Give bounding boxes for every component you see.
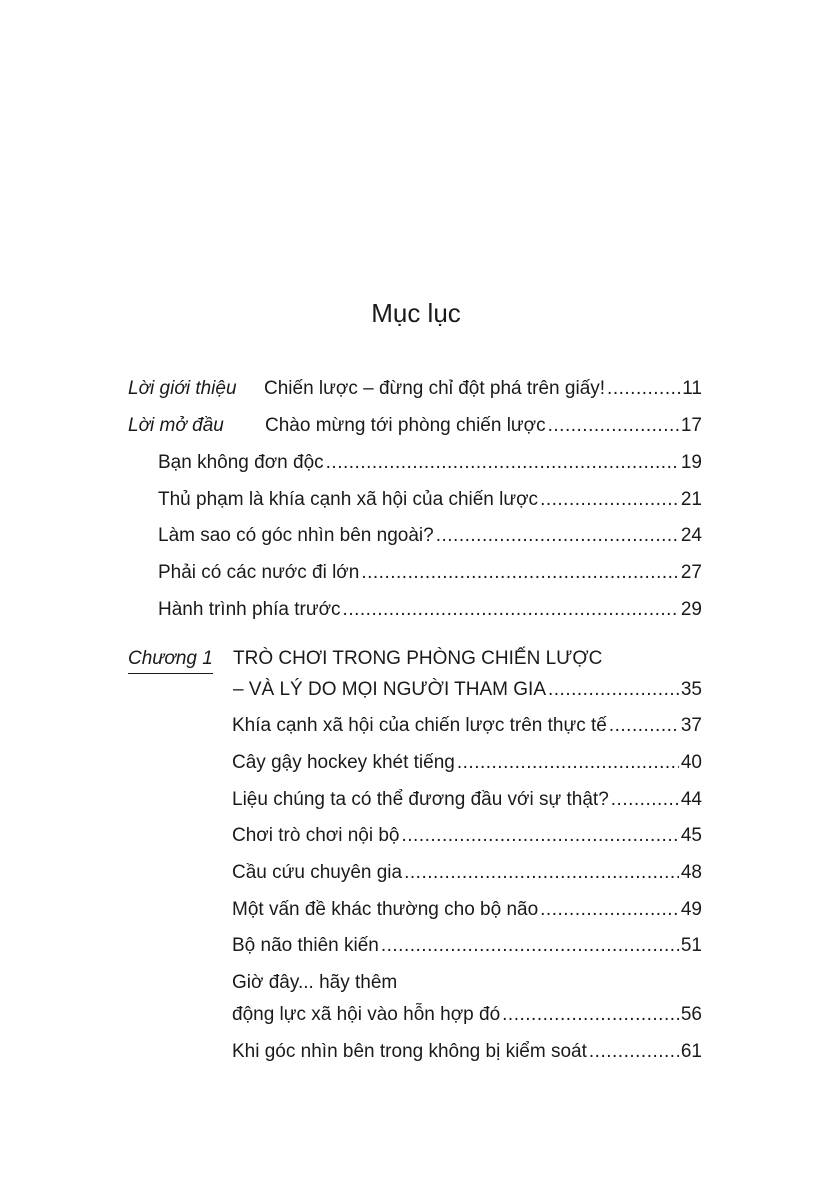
toc-entry-page: 51: [680, 935, 702, 956]
page-title: Mục lục: [371, 298, 461, 328]
toc-entry[interactable]: [158, 598, 702, 622]
toc-entry[interactable]: [158, 488, 702, 512]
toc-entry-title: Làm sao có góc nhìn bên ngoài?: [158, 525, 434, 546]
dot-leader: [404, 861, 679, 885]
toc-entry-page: 48: [680, 862, 702, 883]
toc-entry[interactable]: [158, 561, 702, 585]
toc-entry-title: Bộ não thiên kiến: [232, 935, 379, 956]
toc-entry-title: Chào mừng tới phòng chiến lược: [265, 415, 546, 436]
toc-entry-page: 21: [680, 489, 702, 510]
dot-leader: [609, 714, 679, 738]
dot-leader: [436, 524, 679, 548]
dot-leader: [540, 898, 679, 922]
toc-entry-title: Khía cạnh xã hội của chiến lược trên thực tế: [232, 715, 607, 736]
toc-label-preface: Lời mở đầu: [128, 415, 224, 436]
dot-leader: [611, 788, 679, 812]
toc-entry[interactable]: [233, 678, 702, 702]
toc-entry[interactable]: [232, 714, 702, 738]
toc-entry-title: Liệu chúng ta có thể đương đầu với sự thật?: [232, 789, 609, 810]
toc-entry-page: 11: [682, 378, 702, 399]
toc-entry[interactable]: [158, 451, 702, 475]
dot-leader: [607, 377, 680, 401]
toc-entry-title: Chơi trò chơi nội bộ: [232, 825, 400, 846]
dot-leader: [457, 751, 679, 775]
toc-entry-title-line1[interactable]: Giờ đây... hãy thêm: [232, 972, 398, 993]
dot-leader: [540, 488, 679, 512]
toc-entry-page: 45: [680, 825, 702, 846]
toc-entry-page: 56: [680, 1004, 702, 1025]
toc-entry-page: 49: [680, 899, 702, 920]
dot-leader: [361, 561, 679, 585]
dot-leader: [343, 598, 679, 622]
toc-entry-page: 19: [680, 452, 702, 473]
toc-entry-page: 44: [680, 789, 702, 810]
toc-entry[interactable]: [232, 1003, 702, 1027]
toc-entry-title: Thủ phạm là khía cạnh xã hội của chiến lược: [158, 489, 539, 510]
toc-entry[interactable]: [158, 524, 702, 548]
toc-entry[interactable]: [265, 414, 702, 438]
toc-entry-title: Bạn không đơn độc: [158, 452, 324, 473]
dot-leader: [326, 451, 679, 475]
toc-entry-page: 27: [680, 562, 702, 583]
toc-entry-page: 37: [680, 715, 702, 736]
toc-entry-page: 17: [680, 415, 702, 436]
toc-entry[interactable]: [264, 377, 702, 401]
toc-entry-page: 61: [680, 1041, 702, 1062]
toc-entry-title: Cầu cứu chuyên gia: [232, 862, 403, 883]
toc-entry[interactable]: [232, 751, 702, 775]
toc-entry-title: Chiến lược – đừng chỉ đột phá trên giấy!: [264, 378, 606, 399]
toc-entry-title: Phải có các nước đi lớn: [158, 562, 360, 583]
chapter-title-line1[interactable]: TRÒ CHƠI TRONG PHÒNG CHIẾN LƯỢC: [233, 648, 603, 669]
dot-leader: [548, 678, 679, 702]
toc-entry-page: 29: [680, 599, 702, 620]
dot-leader: [502, 1003, 679, 1027]
toc-entry[interactable]: [232, 788, 702, 812]
dot-leader: [381, 934, 679, 958]
dot-leader: [589, 1040, 679, 1064]
toc-label-intro: Lời giới thiệu: [128, 378, 237, 399]
toc-entry-title: Khi góc nhìn bên trong không bị kiểm soát: [232, 1041, 587, 1062]
chapter-underline: [128, 673, 213, 674]
dot-leader: [548, 414, 679, 438]
toc-entry[interactable]: [232, 1040, 702, 1064]
toc-entry-title: Một vấn đề khác thường cho bộ não: [232, 899, 539, 920]
toc-entry-title-line2: động lực xã hội vào hỗn hợp đó: [232, 1004, 501, 1025]
toc-entry[interactable]: [232, 898, 702, 922]
dot-leader: [402, 824, 679, 848]
toc-entry[interactable]: [232, 934, 702, 958]
chapter-title-line2: – VÀ LÝ DO MỌI NGƯỜI THAM GIA: [233, 679, 546, 700]
toc-entry[interactable]: [232, 861, 702, 885]
chapter-label: Chương 1: [128, 648, 213, 669]
toc-entry-page: 35: [680, 679, 702, 700]
toc-entry[interactable]: [232, 824, 702, 848]
toc-entry-page: 40: [680, 752, 702, 773]
toc-entry-title: Cây gậy hockey khét tiếng: [232, 752, 455, 773]
toc-entry-title: Hành trình phía trước: [158, 599, 341, 620]
toc-entry-page: 24: [680, 525, 702, 546]
